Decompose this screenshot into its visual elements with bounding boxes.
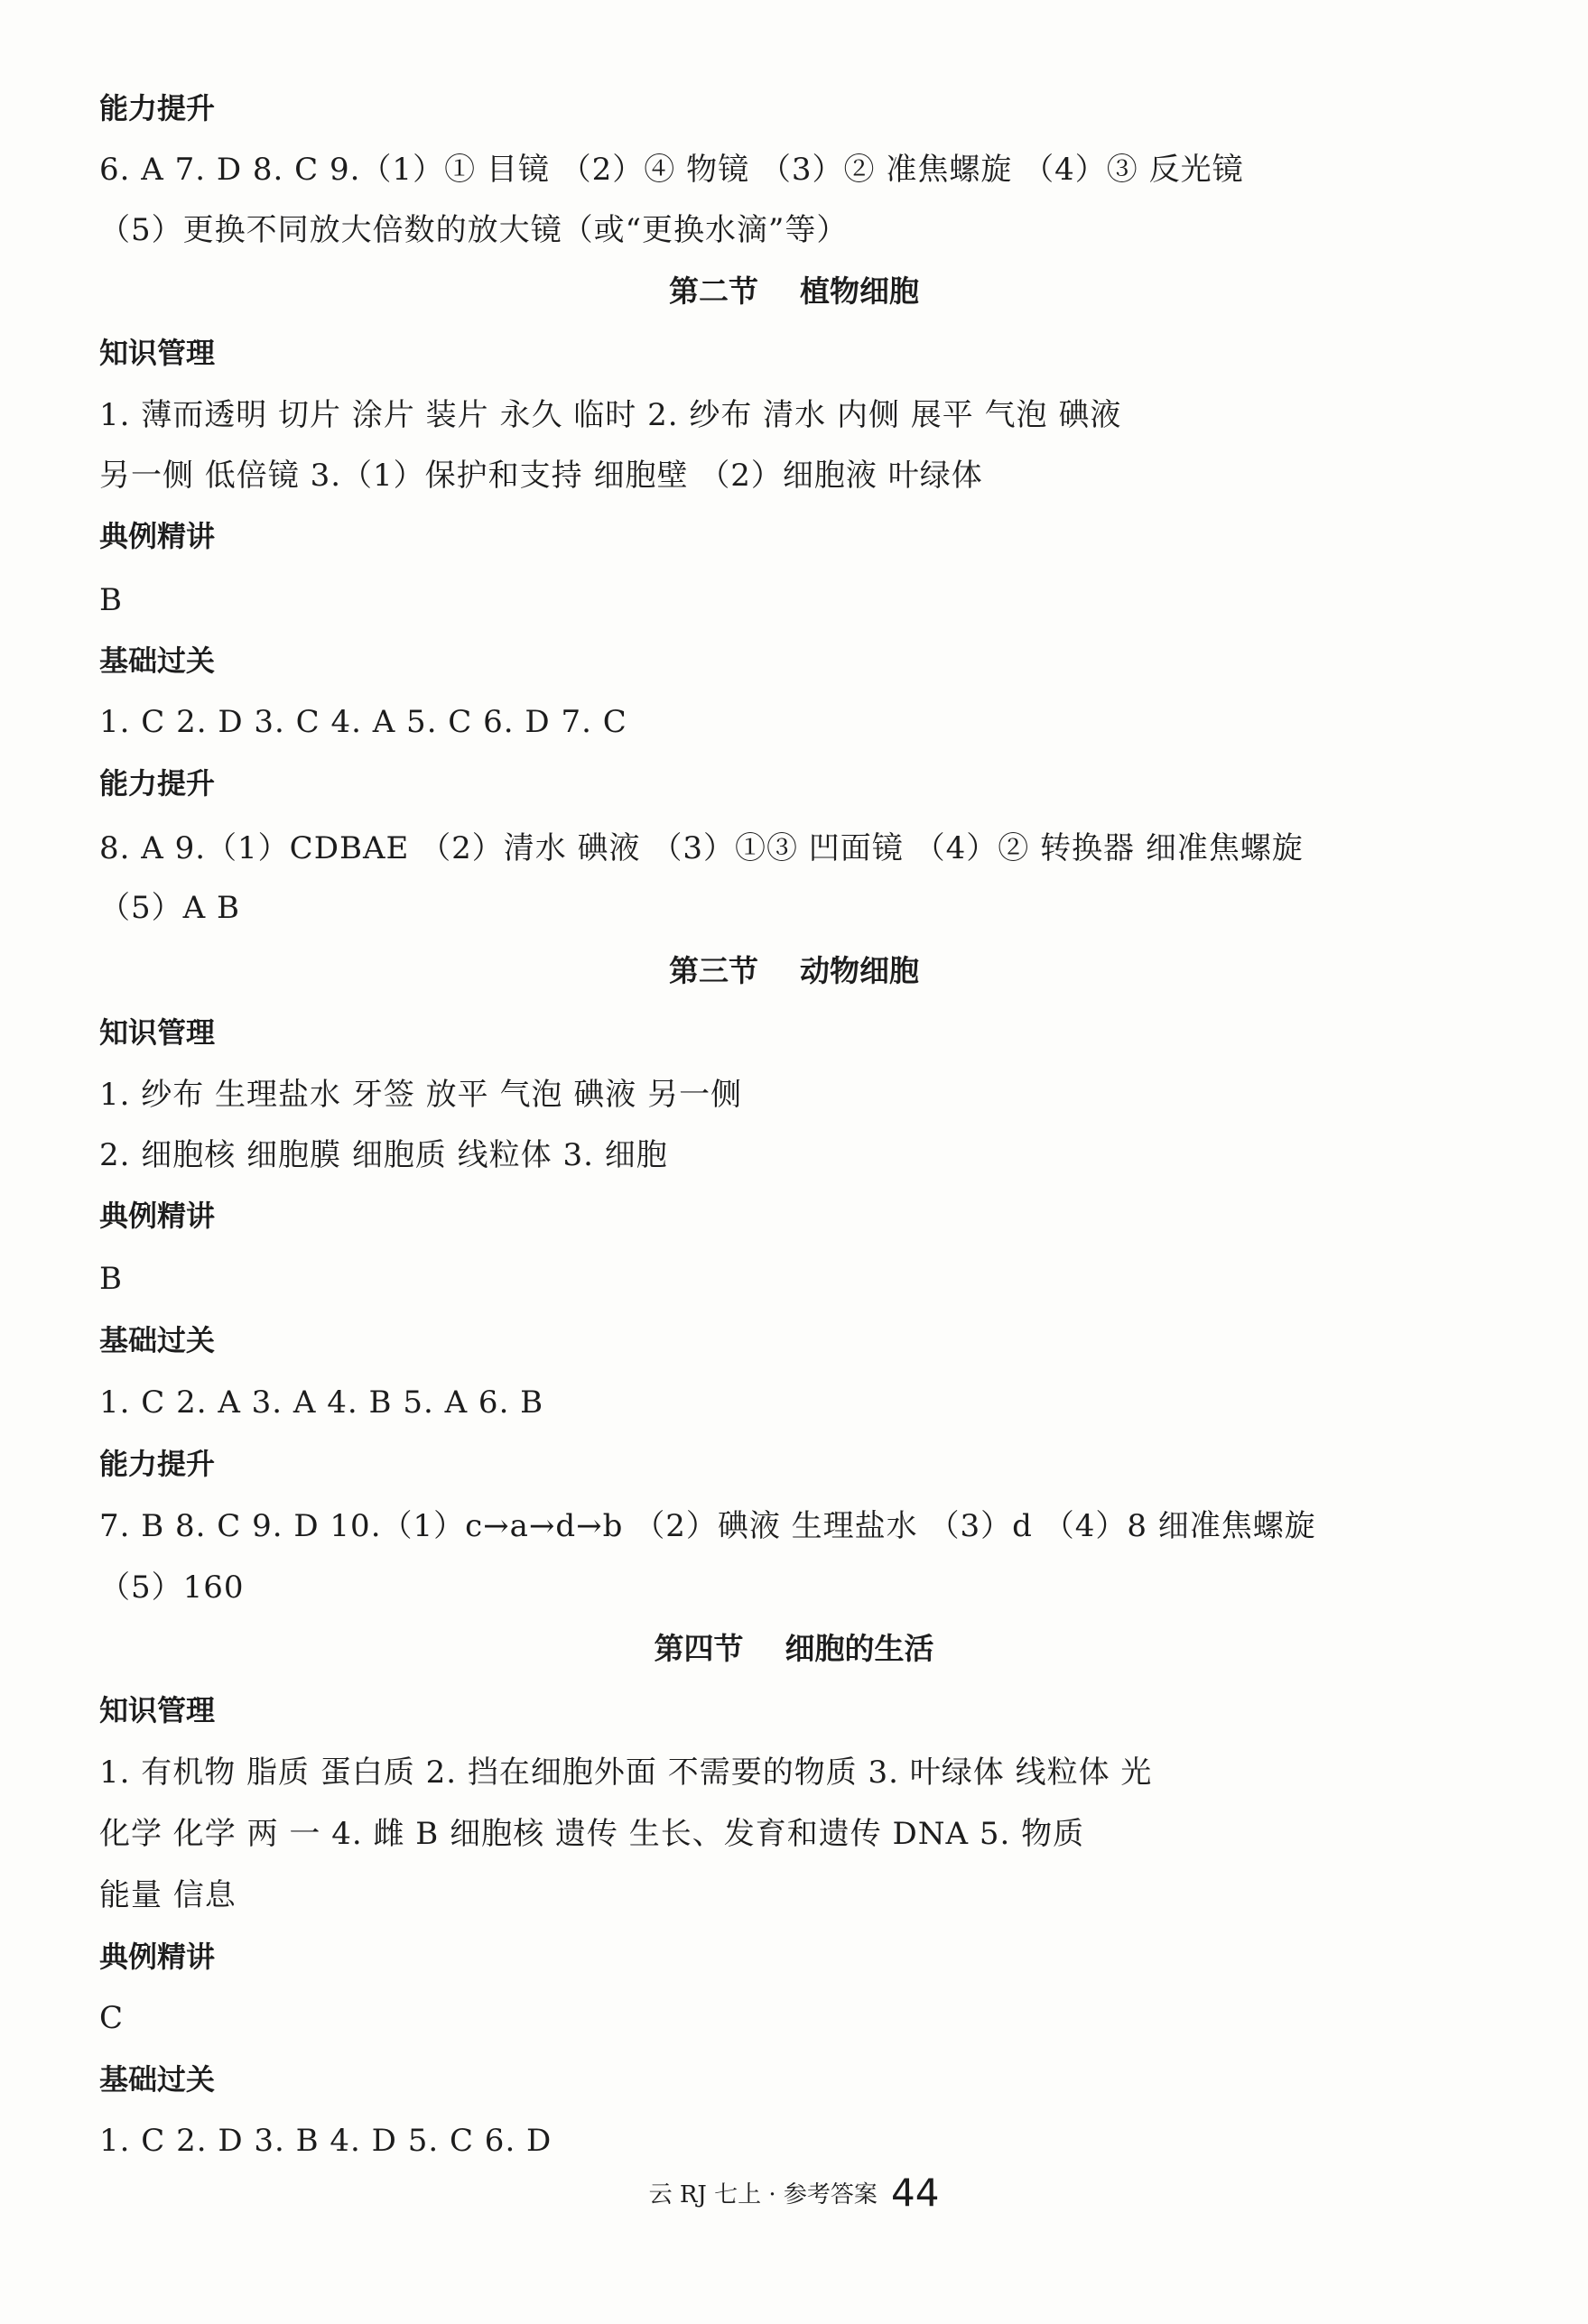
section-label: 知识管理 [99,336,216,370]
page-number: 44 [890,2171,940,2215]
section-label: 典例精讲 [99,1199,216,1233]
section-label: 知识管理 [99,1693,216,1727]
answer-line: 8. A 9.（1）CDBAE （2）清水 碘液 （3）①③ 凹面镜 （4）② 转换器 细准焦螺旋 [99,830,1304,866]
answer-line: 7. B 8. C 9. D 10.（1）c→a→d→b （2）碘液 生理盐水 （3）d （4）8 细准焦螺旋 [99,1508,1316,1544]
footer-label: 云 RJ 七上 · 参考答案 [648,2181,878,2208]
section-label: 知识管理 [99,1015,216,1050]
page-footer [0,2171,1588,2215]
answer-line: 6. A 7. D 8. C 9.（1）① 目镜 （2）④ 物镜 （3）② 准焦螺旋 （4）③ 反光镜 [99,152,1244,188]
section-label: 能力提升 [99,91,216,125]
answer-line: 1. 有机物 脂质 蛋白质 2. 挡在细胞外面 不需要的物质 3. 叶绿体 线粒体 光 [99,1755,1153,1791]
answer-line: 另一侧 低倍镜 3.（1）保护和支持 细胞壁 （2）细胞液 叶绿体 [99,458,983,494]
section-heading: 第三节 动物细胞 [669,953,919,988]
answer-line: 1. 纱布 生理盐水 牙签 放平 气泡 碘液 另一侧 [99,1077,743,1113]
section-label: 典例精讲 [99,519,216,553]
answer-line: 1. 薄而透明 切片 涂片 装片 永久 临时 2. 纱布 清水 内侧 展平 气泡 碘液 [99,397,1122,433]
section-label: 能力提升 [99,1447,216,1481]
section-label: 基础过关 [99,2062,216,2097]
answer-line: 能量 信息 [99,1877,237,1913]
answer-line: （5）160 [99,1569,245,1606]
answer-line: 1. C 2. A 3. A 4. B 5. A 6. B [99,1384,544,1421]
answer-line: B [99,1261,123,1297]
answer-line: 1. C 2. D 3. B 4. D 5. C 6. D [99,2123,553,2159]
answer-line: B [99,582,123,618]
section-label: 典例精讲 [99,1940,216,1974]
section-label: 能力提升 [99,766,216,801]
section-label: 基础过关 [99,1323,216,1357]
answer-line: （5）更换不同放大倍数的放大镜（或“更换水滴”等） [99,212,849,248]
answer-line: C [99,2000,125,2036]
answer-line: （5）A B [99,890,240,926]
answer-line: 化学 化学 两 一 4. 雌 B 细胞核 遗传 生长、发育和遗传 DNA 5. 物质 [99,1816,1085,1852]
section-heading: 第四节 细胞的生活 [654,1631,934,1666]
section-heading: 第二节 植物细胞 [669,273,919,309]
answer-line: 2. 细胞核 细胞膜 细胞质 线粒体 3. 细胞 [99,1137,668,1173]
answer-line: 1. C 2. D 3. C 4. A 5. C 6. D 7. C [99,704,627,740]
section-label: 基础过关 [99,643,216,678]
